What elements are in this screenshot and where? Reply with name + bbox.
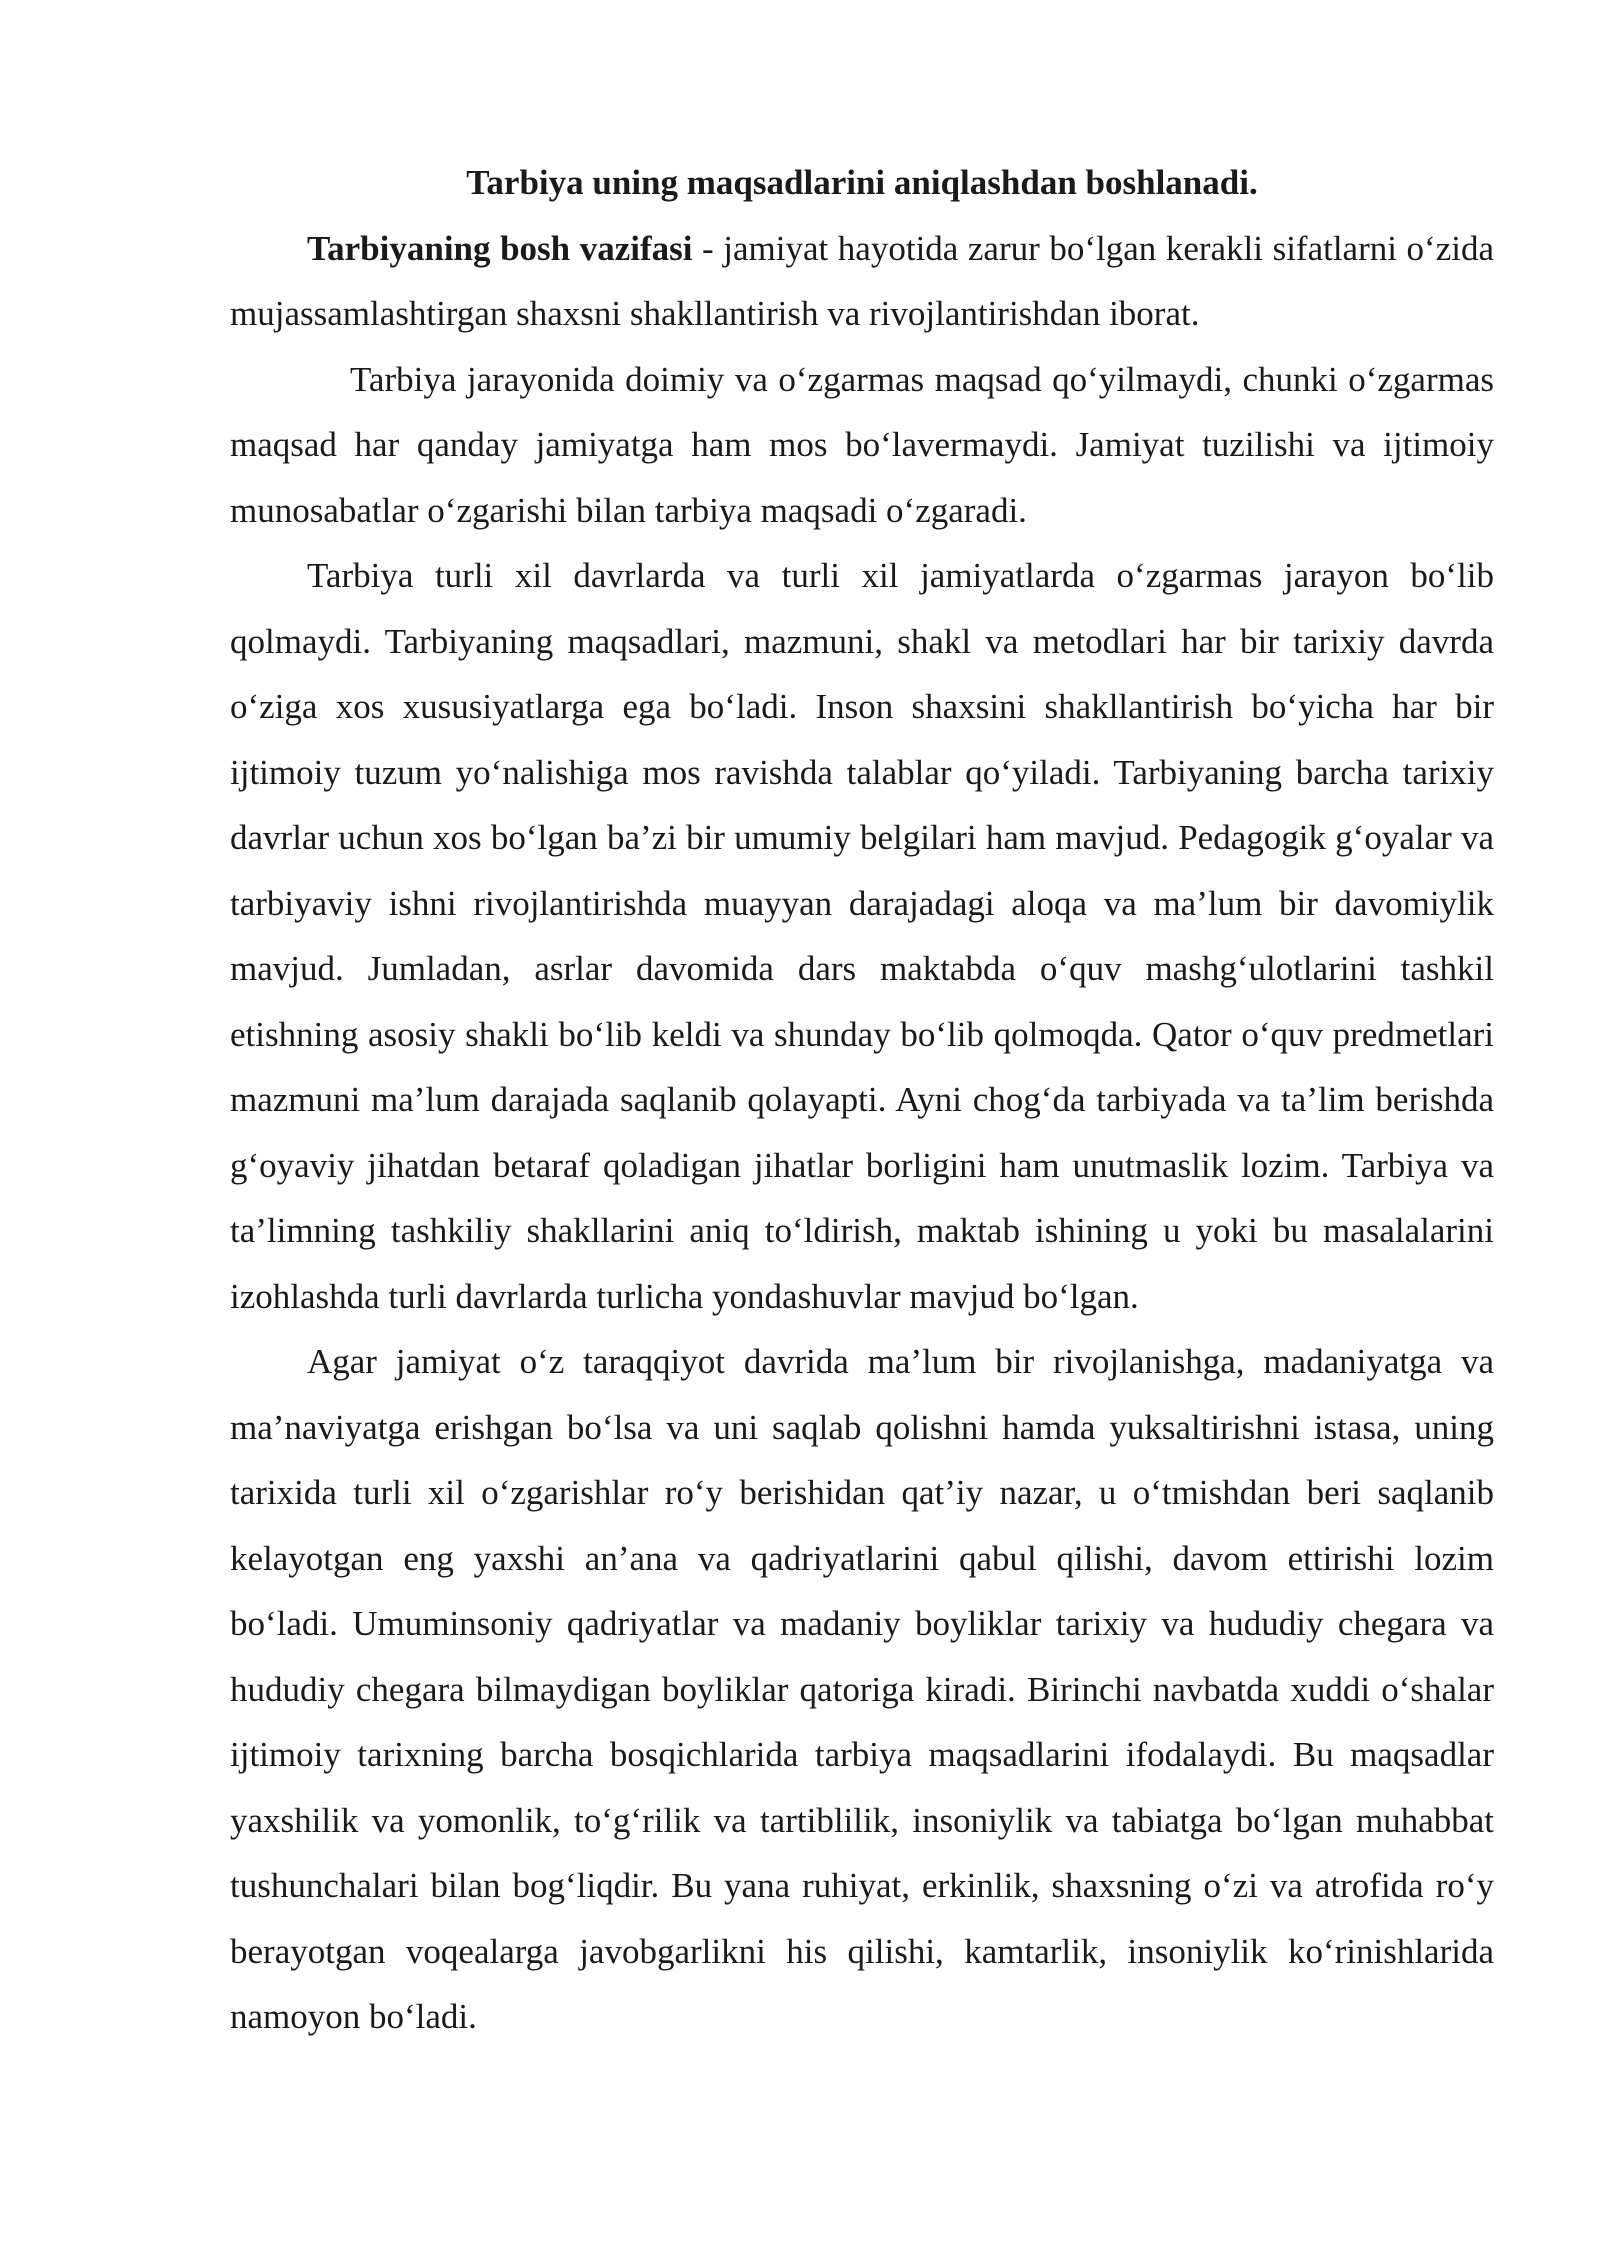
paragraph-4: Agar jamiyat o‘z taraqqiyot davrida ma’lum bir rivojlanishga, madaniyatga va ma’naviyatga erishgan bo‘lsa va uni saqlab qolishni hamda yuksaltirishni istasa, uning tarixida turli xil o‘zgarishlar ro‘y berishidan qat’iy nazar, u o‘tmishdan beri saqlanib kelayotgan eng yaxshi an’ana va qadriyatlarini qabul qilishi, davom ettirishi lozim bo‘ladi. Umuminsoniy qadriyatlar va madaniy boyliklar tarixiy va hududiy chegara va hududiy chegara bilmaydigan boyliklar qatoriga kiradi. Birinchi navbatda xuddi o‘shalar ijtimoiy tarixning barcha bosqichlarida tarbiya maqsadlarini ifodalaydi. Bu maqsadlar yaxshilik va yomonlik, to‘g‘rilik va tartiblilik, insoniylik va tabiatga bo‘lgan muhabbat tushunchalari bilan bog‘liqdir. Bu yana ruhiyat, erkinlik, shaxsning o‘zi va atrofida ro‘y berayotgan voqealarga javobgarlikni his qilishi, kamtarlik, insoniylik ko‘rinishlarida namoyon bo‘ladi. bbox=[230, 1342, 1494, 2036]
document-title: Tarbiya uning maqsadlarini aniqlashdan boshlanadi. bbox=[466, 163, 1258, 202]
paragraph-3: Tarbiya turli xil davrlarda va turli xil jamiyatlarda o‘zgarmas jarayon bo‘lib qolmaydi. Tarbiyaning maqsadlari, mazmuni, shakl va metodlari har bir tarixiy davrda o‘ziga xos xususiyatlarga ega bo‘ladi. Inson shaxsini shakllantirish bo‘yicha har bir ijtimoiy tuzum yo‘nalishiga mos ravishda talablar qo‘yiladi. Tarbiyaning barcha tarixiy davrlar uchun xos bo‘lgan ba’zi bir umumiy belgilari ham mavjud. Pedagogik g‘oyalar va tarbiyaviy ishni rivojlantirishda muayyan darajadagi aloqa va ma’lum bir davomiylik mavjud. Jumladan, asrlar davomida dars maktabda o‘quv mashg‘ulotlarini tashkil etishning asosiy shakli bo‘lib keldi va shunday bo‘lib qolmoqda. Qator o‘quv predmetlari mazmuni ma’lum darajada saqlanib qolayapti. Ayni chog‘da tarbiyada va ta’lim berishda g‘oyaviy jihatdan betaraf qoladigan jihatlar borligini ham unutmaslik lozim. Tarbiya va ta’limning tashkiliy shakllarini aniq to‘ldirish, maktab ishining u yoki bu masalalarini izohlashda turli davrlarda turlicha yondashuvlar mavjud bo‘lgan. bbox=[230, 556, 1494, 1316]
paragraph-1-lead: Tarbiyaning bosh vazifasi bbox=[307, 228, 693, 268]
document-page bbox=[230, 150, 1494, 2050]
paragraph-1-text: - jamiyat hayotida zarur bo‘lgan kerakli sifatlarni o‘zida mujassamlashtirgan shaxsni shakllantirish va rivojlantirishdan iborat. bbox=[230, 228, 1494, 333]
paragraph-2: Tarbiya jarayonida doimiy va o‘zgarmas maqsad qo‘yilmaydi, chunki o‘zgarmas maqsad har qanday jamiyatga ham mos bo‘lavermaydi. Jamiyat tuzilishi va ijtimoiy munosabatlar o‘zgarishi bilan tarbiya maqsadi o‘zgaradi. bbox=[230, 359, 1494, 530]
paragraph-1 bbox=[230, 216, 1494, 347]
